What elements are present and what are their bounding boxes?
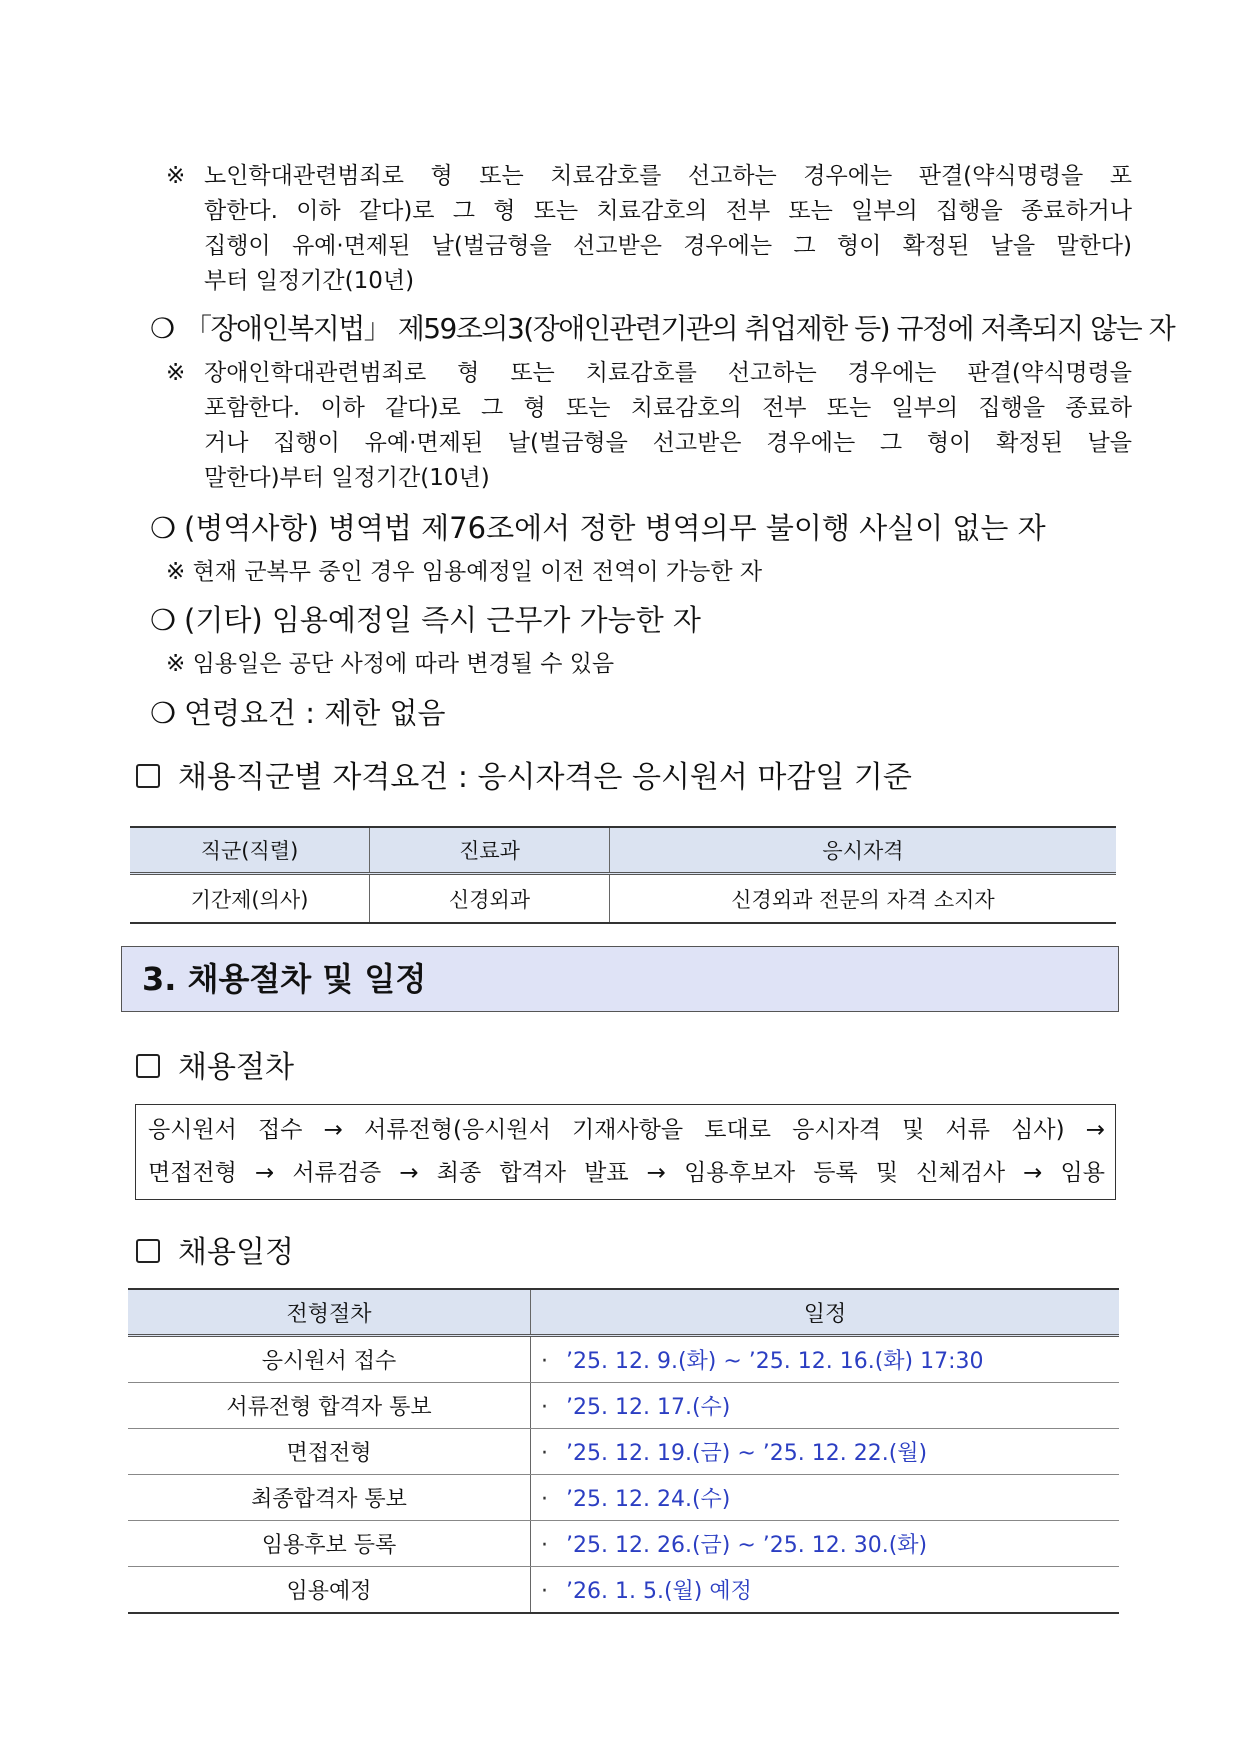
- note-line: 거나 집행이 유예·면제된 날(벌금형을 선고받은 경우에는 그 형이 확정된 날을: [204, 430, 1132, 456]
- heading-text: 채용절차: [178, 1050, 294, 1085]
- stage-cell: 임용예정: [128, 1567, 531, 1614]
- schedule-table: [128, 1288, 1119, 1614]
- date-cell: [531, 1336, 1120, 1383]
- note-line: 말한다)부터 일정기간(10년): [204, 465, 490, 491]
- table-row: [128, 1383, 1119, 1429]
- subnote-military: ※ 현재 군복무 중인 경우 임용예정일 이전 전역이 가능한 자: [166, 559, 763, 585]
- heading-text: 채용직군별 자격요건 : 응시자격은 응시원서 마감일 기준: [178, 760, 912, 795]
- table-header-row: [130, 827, 1116, 874]
- note-mark: ※: [166, 360, 186, 386]
- table-row: [128, 1521, 1119, 1567]
- note-line: 장애인학대관련범죄로 형 또는 치료감호를 선고하는 경우에는 판결(약식명령을: [204, 360, 1132, 386]
- stage-cell: 서류전형 합격자 통보: [128, 1383, 531, 1429]
- table-cell: 신경외과: [370, 874, 610, 924]
- table-row: [128, 1336, 1119, 1383]
- dot-bullet-icon: ·: [541, 1579, 548, 1604]
- note-disability-abuse: [166, 356, 1132, 496]
- procedure-line: 응시원서 접수 → 서류전형(응시원서 기재사항을 토대로 응시자격 및 서류 심사) →: [148, 1117, 1105, 1143]
- dot-bullet-icon: ·: [541, 1441, 548, 1466]
- requirement-military: [150, 508, 1046, 548]
- date-cell: [531, 1521, 1120, 1567]
- requirement-text: 연령요건 : 제한 없음: [184, 696, 446, 730]
- procedure-line: 면접전형 → 서류검증 → 최종 합격자 발표 → 임용후보자 등록 및 신체검사 → 임용: [148, 1160, 1105, 1186]
- procedure-heading: [136, 1047, 294, 1089]
- column-header: 일정: [531, 1289, 1120, 1336]
- requirement-age: [150, 693, 446, 733]
- stage-cell: 최종합격자 통보: [128, 1475, 531, 1521]
- circle-bullet-icon: ❍: [150, 696, 176, 730]
- date-cell: [531, 1383, 1120, 1429]
- requirement-text: (기타) 임용예정일 즉시 근무가 가능한 자: [184, 603, 701, 637]
- circle-bullet-icon: ❍: [150, 603, 176, 637]
- date-cell: [531, 1429, 1120, 1475]
- stage-cell: 임용후보 등록: [128, 1521, 531, 1567]
- table-row: [128, 1429, 1119, 1475]
- note-mark: ※: [166, 163, 186, 189]
- square-bullet-icon: [136, 1054, 160, 1078]
- table-header-row: [128, 1289, 1119, 1336]
- procedure-box: [135, 1104, 1116, 1200]
- column-header: 직군(직렬): [130, 827, 370, 874]
- requirement-other: [150, 600, 701, 640]
- date-text: ’25. 12. 9.(화) ~ ’25. 12. 16.(화) 17:30: [566, 1349, 984, 1374]
- square-bullet-icon: [136, 764, 160, 788]
- note-line: 집행이 유예·면제된 날(벌금형을 선고받은 경우에는 그 형이 확정된 날을 말한다): [204, 233, 1132, 259]
- date-text: ’25. 12. 17.(수): [566, 1395, 731, 1420]
- table-cell: 기간제(의사): [130, 874, 370, 924]
- table-row: [128, 1567, 1119, 1614]
- dot-bullet-icon: ·: [541, 1395, 548, 1420]
- schedule-heading: [136, 1232, 294, 1274]
- note-line: 함한다. 이하 같다)로 그 형 또는 치료감호의 전부 또는 일부의 집행을 종료하거나: [204, 198, 1132, 224]
- section-title: 3. 채용절차 및 일정: [121, 946, 1119, 1012]
- date-text: ’25. 12. 19.(금) ~ ’25. 12. 22.(월): [566, 1441, 928, 1466]
- subnote-other: ※ 임용일은 공단 사정에 따라 변경될 수 있음: [166, 651, 615, 677]
- table-cell: 신경외과 전문의 자격 소지자: [610, 874, 1117, 924]
- table-row: [130, 874, 1116, 924]
- note-line: 부터 일정기간(10년): [204, 268, 415, 294]
- dot-bullet-icon: ·: [541, 1349, 548, 1374]
- qualification-table: [130, 826, 1116, 924]
- dot-bullet-icon: ·: [541, 1487, 548, 1512]
- column-header: 응시자격: [610, 827, 1117, 874]
- column-header: 전형절차: [128, 1289, 531, 1336]
- circle-bullet-icon: ❍: [150, 511, 176, 545]
- requirement-disability-act: [150, 309, 1174, 349]
- note-line: 노인학대관련범죄로 형 또는 치료감호를 선고하는 경우에는 판결(약식명령을 포: [204, 163, 1132, 189]
- note-elder-abuse: [166, 159, 1132, 299]
- date-text: ’25. 12. 24.(수): [566, 1487, 731, 1512]
- qualification-heading: [136, 757, 912, 799]
- stage-cell: 면접전형: [128, 1429, 531, 1475]
- requirement-text: 「장애인복지법」 제59조의3(장애인관련기관의 취업제한 등) 규정에 저촉되지 않는 자: [184, 312, 1175, 345]
- heading-text: 채용일정: [178, 1235, 294, 1270]
- requirement-text: (병역사항) 병역법 제76조에서 정한 병역의무 불이행 사실이 없는 자: [184, 511, 1046, 545]
- stage-cell: 응시원서 접수: [128, 1336, 531, 1383]
- dot-bullet-icon: ·: [541, 1533, 548, 1558]
- date-text: ’26. 1. 5.(월) 예정: [566, 1579, 752, 1604]
- table-row: [128, 1475, 1119, 1521]
- date-cell: [531, 1567, 1120, 1614]
- column-header: 진료과: [370, 827, 610, 874]
- date-cell: [531, 1475, 1120, 1521]
- date-text: ’25. 12. 26.(금) ~ ’25. 12. 30.(화): [566, 1533, 928, 1558]
- circle-bullet-icon: ❍: [150, 312, 174, 345]
- note-line: 포함한다. 이하 같다)로 그 형 또는 치료감호의 전부 또는 일부의 집행을 종료하: [204, 395, 1132, 421]
- square-bullet-icon: [136, 1239, 160, 1263]
